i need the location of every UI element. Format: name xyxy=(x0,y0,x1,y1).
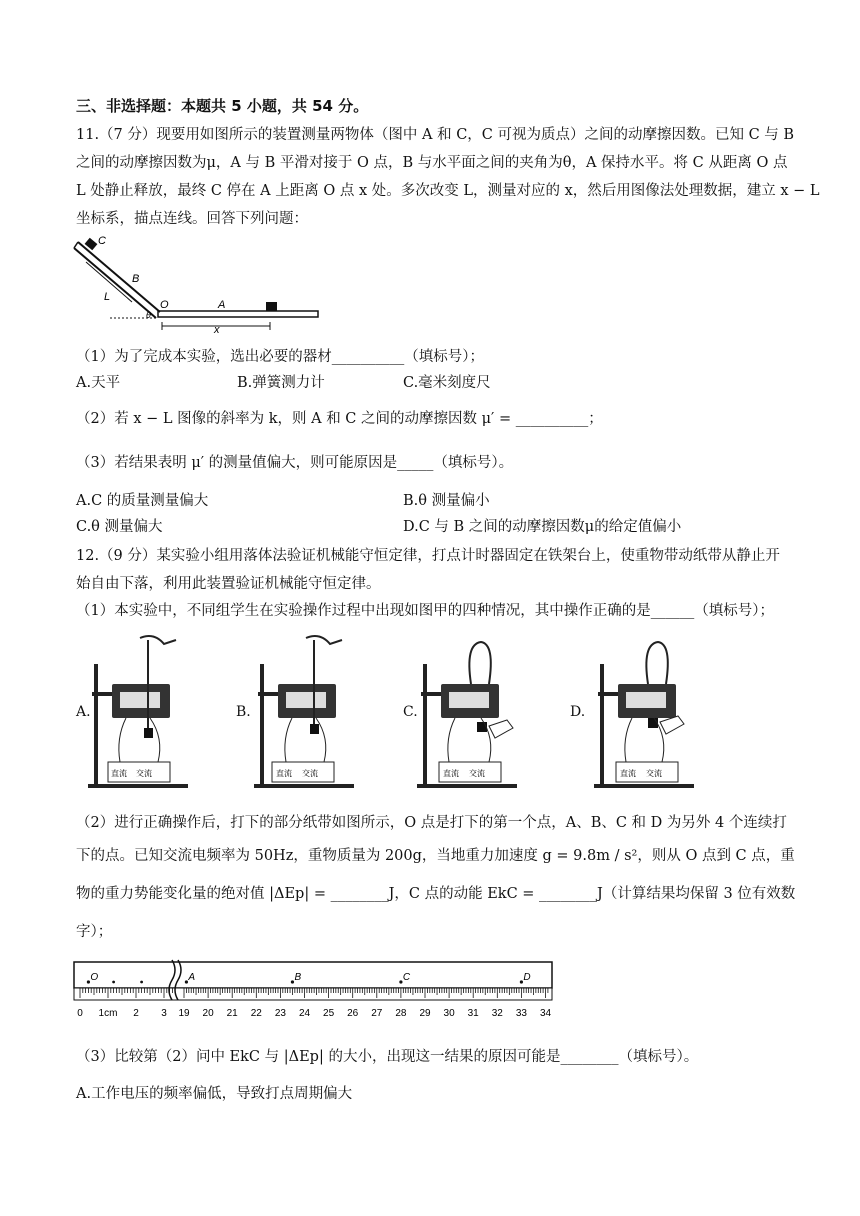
label-x: x xyxy=(214,324,220,334)
q11-part-3: （3）若结果表明 μ′ 的测量值偏大，则可能原因是_____（填标号）。 xyxy=(76,455,514,471)
q11-p3-option-c: C.θ 测量偏大 xyxy=(76,519,163,535)
ruler-label: 27 xyxy=(371,1008,383,1019)
ruler-label: 34 xyxy=(539,1008,552,1019)
section-title: 三、非选择题：本题共 5 小题，共 54 分。 xyxy=(76,97,369,115)
label-a: A xyxy=(218,299,226,311)
q11-p1-option-b: B.弹簧测力计 xyxy=(237,375,325,391)
paper-tape-ruler-figure xyxy=(72,958,558,1022)
ruler-label: 2 xyxy=(133,1008,139,1019)
q12-text-line-2: 始自由下落，利用此装置验证机械能守恒定律。 xyxy=(76,576,381,592)
q11-p1-option-a: A.天平 xyxy=(76,375,121,391)
q11-text-line-3: L 处静止释放，最终 C 停在 A 上距离 O 点 x 处。多次改变 L，测量对应的 x，然后用图像法处理数据，建立 x − L xyxy=(76,183,820,199)
ruler-label: 26 xyxy=(347,1008,359,1019)
q12-part-1: （1）本实验中，不同组学生在实验操作过程中出现如图甲的四种情况，其中操作正确的是______（填标号）； xyxy=(76,603,774,619)
tape-dot xyxy=(112,981,115,984)
figure-option-a-label: A. xyxy=(76,704,91,720)
supply-label-dc-a: 直流 xyxy=(111,769,127,778)
ruler-label: 20 xyxy=(202,1008,214,1019)
apparatus-figure-c xyxy=(415,630,525,790)
q12-text-line-1: 12.（9 分）某实验小组用落体法验证机械能守恒定律，打点计时器固定在铁架台上，使重物带动纸带从静止开 xyxy=(76,548,780,564)
ruler-label: 3 xyxy=(161,1008,167,1019)
q11-part-2: （2）若 x − L 图像的斜率为 k，则 A 和 C 之间的动摩擦因数 μ′ = __________； xyxy=(76,411,603,427)
label-o: O xyxy=(160,299,169,311)
q11-text-line-1: 11.（7 分）现要用如图所示的装置测量两物体（图中 A 和 C，C 可视为质点）之间的动摩擦因数。已知 C 与 B xyxy=(76,127,795,143)
q11-p1-option-c: C.毫米刻度尺 xyxy=(403,375,491,391)
q12-part-2-line-4: 字）； xyxy=(76,924,113,940)
q11-text-line-4: 坐标系，描点连线。回答下列问题： xyxy=(76,211,308,227)
q12-p3-option-a: A.工作电压的频率偏低，导致打点周期偏大 xyxy=(76,1086,353,1102)
tape-point-label: A xyxy=(188,972,196,983)
figure-option-c-label: C. xyxy=(403,704,418,720)
supply-label-ac-d: 交流 xyxy=(646,769,662,778)
label-theta: θ xyxy=(146,310,151,320)
ruler-label: 0 xyxy=(77,1008,83,1019)
apparatus-figure-d xyxy=(592,630,702,790)
tape-point-label: O xyxy=(90,972,99,983)
ruler-label: 22 xyxy=(250,1008,262,1019)
ruler-label: 32 xyxy=(491,1008,503,1019)
supply-label-dc-c: 直流 xyxy=(443,769,459,778)
ruler-label: 1cm xyxy=(98,1008,118,1019)
ruler-label: 30 xyxy=(443,1008,455,1019)
ruler-label: 21 xyxy=(226,1008,238,1019)
tape-point-label: C xyxy=(402,972,411,983)
q11-p3-option-a: A.C 的质量测量偏大 xyxy=(76,493,209,509)
ruler-label: 19 xyxy=(178,1008,190,1019)
q11-text-line-2: 之间的动摩擦因数为μ，A 与 B 平滑对接于 O 点，B 与水平面之间的夹角为θ，A 保持水平。将 C 从距离 O 点 xyxy=(76,155,788,171)
apparatus-figure-b xyxy=(250,630,360,790)
ruler-label: 25 xyxy=(323,1008,335,1019)
q11-part-1: （1）为了完成本实验，选出必要的器材__________（填标号）； xyxy=(76,349,484,365)
tape-point-label: D xyxy=(523,972,531,983)
ruler-label: 31 xyxy=(467,1008,479,1019)
ruler-label: 28 xyxy=(395,1008,407,1019)
supply-label-ac-c: 交流 xyxy=(469,769,485,778)
supply-label-ac-a: 交流 xyxy=(136,769,152,778)
supply-label-dc-b: 直流 xyxy=(276,769,292,778)
q12-part-2-line-1: （2）进行正确操作后，打下的部分纸带如图所示，O 点是打下的第一个点，A、B、C 和 D 为另外 4 个连续打 xyxy=(76,815,787,831)
figure-option-d-label: D. xyxy=(570,704,586,720)
ruler-label: 29 xyxy=(419,1008,431,1019)
tape-dot xyxy=(140,981,143,984)
figure-option-b-label: B. xyxy=(236,704,251,720)
q11-p3-option-b: B.θ 测量偏小 xyxy=(403,493,490,509)
supply-label-dc-d: 直流 xyxy=(620,769,636,778)
label-c: C xyxy=(98,235,106,247)
ruler-label: 23 xyxy=(274,1008,286,1019)
label-b: B xyxy=(132,273,140,285)
q12-part-2-line-2: 下的点。已知交流电频率为 50Hz，重物质量为 200g，当地重力加速度 g = 9.8m / s²，则从 O 点到 C 点，重 xyxy=(76,848,795,864)
apparatus-figure-a xyxy=(88,630,198,790)
q11-p3-option-d: D.C 与 B 之间的动摩擦因数μ的给定值偏小 xyxy=(403,519,682,535)
q12-part-2-line-3: 物的重力势能变化量的绝对值 |ΔEp| = ________J，C 点的动能 EkC = ________J（计算结果均保留 3 位有效数 xyxy=(76,886,796,902)
label-l: L xyxy=(104,291,111,303)
q12-part-3: （3）比较第（2）问中 EkC 与 |ΔEp| 的大小，出现这一结果的原因可能是________（填标号）。 xyxy=(76,1049,699,1065)
ruler-label: 33 xyxy=(515,1008,527,1019)
tape-point-label: B xyxy=(294,972,302,983)
ruler-label: 24 xyxy=(298,1008,311,1019)
incline-apparatus-figure xyxy=(70,234,330,334)
supply-label-ac-b: 交流 xyxy=(302,769,318,778)
